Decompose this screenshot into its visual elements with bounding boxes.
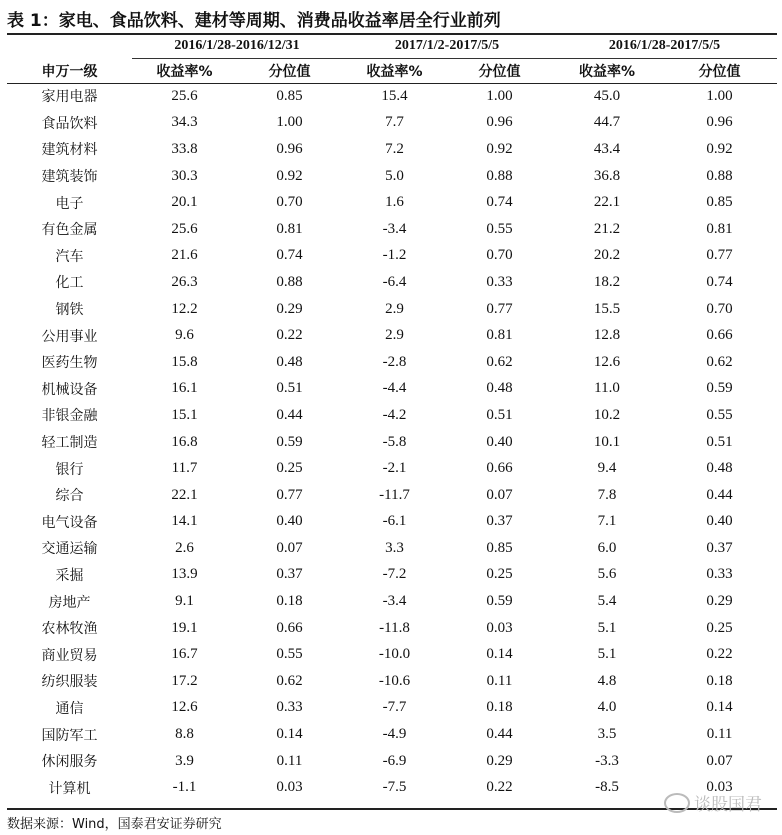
percentile-cell: 0.74 xyxy=(486,194,513,211)
industry-cell: 电气设备 xyxy=(41,514,98,531)
return-cell: -3.4 xyxy=(382,593,407,610)
return-cell: 18.2 xyxy=(593,273,621,290)
percentile-cell: 0.96 xyxy=(486,114,513,131)
percentile-cell: 0.37 xyxy=(706,539,733,556)
return-cell: 9.6 xyxy=(175,327,194,344)
return-cell: -10.6 xyxy=(378,672,411,689)
percentile-cell: 0.92 xyxy=(706,140,733,157)
return-cell: 15.4 xyxy=(381,87,408,104)
industry-cell: 机械设备 xyxy=(41,381,98,398)
percentile-cell: 0.85 xyxy=(276,87,303,104)
return-cell: 9.4 xyxy=(597,460,617,477)
return-cell: 25.6 xyxy=(171,220,198,237)
return-cell: 7.2 xyxy=(385,140,404,157)
return-cell: 9.1 xyxy=(175,593,194,610)
return-cell: 30.3 xyxy=(171,167,198,184)
return-cell: -2.1 xyxy=(382,460,407,477)
percentile-cell: 0.37 xyxy=(486,513,513,530)
period-header-2: 2017/1/2-2017/5/5 xyxy=(342,34,552,59)
percentile-cell: 0.96 xyxy=(276,140,303,157)
table-row xyxy=(7,136,777,163)
percentile-cell: 0.74 xyxy=(706,273,733,290)
return-cell: 4.8 xyxy=(597,672,617,689)
table-row xyxy=(7,615,777,642)
percentile-cell: 0.40 xyxy=(486,433,513,450)
return-cell: 8.8 xyxy=(175,726,194,743)
percentile-cell: 0.14 xyxy=(486,646,513,663)
header-rule xyxy=(7,83,777,84)
percentile-cell: 0.29 xyxy=(276,300,303,317)
percentile-cell: 0.03 xyxy=(276,779,303,796)
industry-cell: 非银金融 xyxy=(41,408,98,425)
return-cell: -5.8 xyxy=(382,433,407,450)
return-cell: -10.0 xyxy=(378,646,411,663)
period-header-1: 2016/1/28-2016/12/31 xyxy=(132,34,342,59)
percentile-cell: 0.14 xyxy=(706,699,733,716)
table-row xyxy=(7,163,777,190)
return-cell: 3.5 xyxy=(597,726,617,743)
return-cell: -1.2 xyxy=(382,247,407,264)
table-row xyxy=(7,668,777,695)
table-row xyxy=(7,562,777,589)
return-cell: 5.1 xyxy=(597,646,617,663)
percentile-cell: 0.77 xyxy=(706,247,733,264)
return-cell: 20.2 xyxy=(593,247,621,264)
table-row xyxy=(7,243,777,270)
return-cell: 11.7 xyxy=(171,460,198,477)
industry-cell: 食品饮料 xyxy=(41,115,98,132)
industry-cell: 采掘 xyxy=(55,567,84,584)
percentile-cell: 0.66 xyxy=(486,460,513,477)
bottom-rule xyxy=(7,808,777,810)
return-cell: 44.7 xyxy=(593,114,621,131)
percentile-cell: 0.11 xyxy=(706,726,733,743)
column-header-percentile-3: 分位值 xyxy=(698,64,741,80)
percentile-cell: 0.70 xyxy=(276,194,303,211)
return-cell: -4.2 xyxy=(382,406,407,423)
percentile-cell: 0.51 xyxy=(706,433,733,450)
percentile-cell: 0.11 xyxy=(486,672,513,689)
table-row xyxy=(7,588,777,615)
percentile-cell: 0.55 xyxy=(276,646,303,663)
percentile-cell: 1.00 xyxy=(276,114,303,131)
industry-cell: 建筑材料 xyxy=(41,142,98,159)
return-cell: 14.1 xyxy=(171,513,198,530)
percentile-cell: 0.07 xyxy=(706,752,733,769)
industry-cell: 家用电器 xyxy=(41,89,98,106)
return-cell: -6.4 xyxy=(382,273,407,290)
return-cell: 25.6 xyxy=(171,87,198,104)
percentile-cell: 0.44 xyxy=(276,406,303,423)
industry-cell: 电子 xyxy=(55,195,84,212)
return-cell: -6.9 xyxy=(382,752,407,769)
return-cell: 5.0 xyxy=(385,167,404,184)
table-row xyxy=(7,322,777,349)
percentile-cell: 0.22 xyxy=(486,779,513,796)
return-cell: 5.6 xyxy=(597,566,617,583)
percentile-cell: 0.03 xyxy=(486,619,513,636)
percentile-cell: 0.96 xyxy=(706,114,733,131)
table-row xyxy=(7,774,777,801)
industry-cell: 综合 xyxy=(55,488,84,505)
return-cell: -7.2 xyxy=(382,566,407,583)
table-row xyxy=(7,189,777,216)
returns-table xyxy=(7,34,777,801)
return-cell: -7.5 xyxy=(382,779,407,796)
data-source-note: 数据来源：Wind，国泰君安证券研究 xyxy=(7,817,222,832)
percentile-cell: 0.03 xyxy=(706,779,733,796)
return-cell: -2.8 xyxy=(382,353,407,370)
percentile-cell: 0.48 xyxy=(276,353,303,370)
percentile-cell: 0.88 xyxy=(276,273,303,290)
return-cell: 3.3 xyxy=(385,539,404,556)
return-cell: 16.7 xyxy=(171,646,198,663)
return-cell: 12.2 xyxy=(171,300,198,317)
column-header-row xyxy=(7,59,777,84)
return-cell: 5.1 xyxy=(597,619,617,636)
percentile-cell: 0.48 xyxy=(706,460,733,477)
column-header-return-3: 收益率% xyxy=(579,64,636,80)
industry-cell: 医药生物 xyxy=(41,355,98,372)
percentile-cell: 0.59 xyxy=(706,380,733,397)
return-cell: 5.4 xyxy=(597,593,617,610)
percentile-cell: 0.81 xyxy=(486,327,513,344)
table-row xyxy=(7,748,777,775)
table-row xyxy=(7,695,777,722)
percentile-cell: 0.25 xyxy=(486,566,513,583)
return-cell: -11.7 xyxy=(379,486,410,503)
return-cell: 15.1 xyxy=(171,406,198,423)
return-cell: 7.8 xyxy=(597,486,617,503)
return-cell: 2.9 xyxy=(385,300,404,317)
industry-cell: 纺织服装 xyxy=(41,674,98,691)
percentile-cell: 0.29 xyxy=(706,593,733,610)
percentile-cell: 0.11 xyxy=(276,752,303,769)
return-cell: 33.8 xyxy=(171,140,198,157)
industry-cell: 汽车 xyxy=(55,248,84,265)
percentile-cell: 0.48 xyxy=(486,380,513,397)
column-header-return-1: 收益率% xyxy=(156,64,213,80)
return-cell: 2.6 xyxy=(175,539,194,556)
percentile-cell: 0.40 xyxy=(706,513,733,530)
return-cell: 1.6 xyxy=(385,194,404,211)
percentile-cell: 0.18 xyxy=(276,593,303,610)
percentile-cell: 0.77 xyxy=(486,300,513,317)
percentile-cell: 0.33 xyxy=(276,699,303,716)
return-cell: 15.5 xyxy=(593,300,621,317)
percentile-cell: 0.51 xyxy=(276,380,303,397)
percentile-cell: 0.62 xyxy=(486,353,513,370)
period-header-3: 2016/1/28-2017/5/5 xyxy=(552,34,777,59)
percentile-cell: 0.66 xyxy=(706,327,733,344)
return-cell: -4.9 xyxy=(382,726,407,743)
industry-cell: 轻工制造 xyxy=(41,435,98,452)
industry-cell: 建筑装饰 xyxy=(41,169,98,186)
percentile-cell: 0.22 xyxy=(706,646,733,663)
period-header-row xyxy=(7,34,777,59)
industry-cell: 公用事业 xyxy=(41,328,98,345)
table-row xyxy=(7,376,777,403)
percentile-cell: 0.92 xyxy=(486,140,513,157)
return-cell: 11.0 xyxy=(594,380,620,397)
return-cell: 43.4 xyxy=(593,140,621,157)
table-row xyxy=(7,509,777,536)
percentile-cell: 1.00 xyxy=(486,87,513,104)
percentile-cell: 0.88 xyxy=(486,167,513,184)
industry-cell: 交通运输 xyxy=(41,541,98,558)
percentile-cell: 0.25 xyxy=(276,460,303,477)
industry-cell: 农林牧渔 xyxy=(41,621,98,638)
return-cell: 13.9 xyxy=(171,566,198,583)
percentile-cell: 0.81 xyxy=(706,220,733,237)
return-cell: 21.2 xyxy=(593,220,621,237)
table-row xyxy=(7,455,777,482)
percentile-cell: 0.25 xyxy=(706,619,733,636)
return-cell: 21.6 xyxy=(171,247,198,264)
return-cell: -1.1 xyxy=(172,779,197,796)
table-row xyxy=(7,482,777,509)
return-cell: 34.3 xyxy=(171,114,198,131)
return-cell: -4.4 xyxy=(382,380,407,397)
column-header-industry: 申万一级 xyxy=(41,63,98,80)
percentile-cell: 0.18 xyxy=(486,699,513,716)
percentile-cell: 0.62 xyxy=(276,672,303,689)
table-row xyxy=(7,83,777,110)
table-row xyxy=(7,110,777,137)
percentile-cell: 0.74 xyxy=(276,247,303,264)
table-row xyxy=(7,641,777,668)
percentile-cell: 0.44 xyxy=(706,486,733,503)
percentile-cell: 1.00 xyxy=(706,87,733,104)
return-cell: 26.3 xyxy=(171,273,198,290)
percentile-cell: 0.66 xyxy=(276,619,303,636)
industry-cell: 银行 xyxy=(55,461,84,478)
percentile-cell: 0.55 xyxy=(486,220,513,237)
industry-cell: 商业贸易 xyxy=(41,647,98,664)
industry-cell: 计算机 xyxy=(48,780,91,797)
return-cell: 22.1 xyxy=(593,194,621,211)
return-cell: 10.2 xyxy=(593,406,621,423)
return-cell: 36.8 xyxy=(593,167,621,184)
return-cell: 4.0 xyxy=(597,699,617,716)
percentile-cell: 0.18 xyxy=(706,672,733,689)
percentile-cell: 0.88 xyxy=(706,167,733,184)
return-cell: -7.7 xyxy=(382,699,407,716)
percentile-cell: 0.62 xyxy=(706,353,733,370)
percentile-cell: 0.29 xyxy=(486,752,513,769)
return-cell: -3.3 xyxy=(595,752,619,769)
return-cell: 15.8 xyxy=(171,353,198,370)
percentile-cell: 0.77 xyxy=(276,486,303,503)
industry-cell: 钢铁 xyxy=(55,302,84,319)
return-cell: 12.6 xyxy=(593,353,621,370)
table-row xyxy=(7,535,777,562)
percentile-cell: 0.59 xyxy=(276,433,303,450)
watermark xyxy=(664,790,762,815)
return-cell: 17.2 xyxy=(171,672,198,689)
return-cell: 16.8 xyxy=(171,433,198,450)
table-row xyxy=(7,269,777,296)
percentile-cell: 0.70 xyxy=(706,300,733,317)
industry-cell: 通信 xyxy=(55,700,84,717)
return-cell: -11.8 xyxy=(379,619,410,636)
percentile-cell: 0.55 xyxy=(706,406,733,423)
percentile-cell: 0.85 xyxy=(706,194,733,211)
percentile-cell: 0.07 xyxy=(486,486,513,503)
table-row xyxy=(7,296,777,323)
table-row xyxy=(7,349,777,376)
percentile-cell: 0.40 xyxy=(276,513,303,530)
industry-cell: 休闲服务 xyxy=(41,754,98,771)
percentile-cell: 0.81 xyxy=(276,220,303,237)
percentile-cell: 0.44 xyxy=(486,726,513,743)
percentile-cell: 0.33 xyxy=(706,566,733,583)
table-row xyxy=(7,216,777,243)
watermark-text: 谈股国君 xyxy=(694,795,762,815)
table-title: 表 1：家电、食品饮料、建材等周期、消费品收益率居全行业前列 xyxy=(7,11,501,31)
return-cell: 7.1 xyxy=(597,513,617,530)
percentile-cell: 0.37 xyxy=(276,566,303,583)
percentile-cell: 0.07 xyxy=(276,539,303,556)
column-header-percentile-2: 分位值 xyxy=(478,64,521,80)
percentile-cell: 0.51 xyxy=(486,406,513,423)
return-cell: -8.5 xyxy=(595,779,619,796)
return-cell: 3.9 xyxy=(175,752,194,769)
percentile-cell: 0.59 xyxy=(486,593,513,610)
percentile-cell: 0.92 xyxy=(276,167,303,184)
table-row xyxy=(7,402,777,429)
return-cell: 12.8 xyxy=(593,327,621,344)
return-cell: 7.7 xyxy=(385,114,404,131)
return-cell: 19.1 xyxy=(171,619,198,636)
return-cell: -6.1 xyxy=(382,513,407,530)
table-row xyxy=(7,429,777,456)
return-cell: 12.6 xyxy=(171,699,198,716)
return-cell: 6.0 xyxy=(597,539,617,556)
return-cell: -3.4 xyxy=(382,220,407,237)
percentile-cell: 0.22 xyxy=(276,327,303,344)
wechat-icon xyxy=(664,793,690,813)
percentile-cell: 0.70 xyxy=(486,247,513,264)
return-cell: 2.9 xyxy=(385,327,404,344)
percentile-cell: 0.85 xyxy=(486,539,513,556)
period-header-blank xyxy=(7,34,132,59)
table-row xyxy=(7,721,777,748)
percentile-cell: 0.14 xyxy=(276,726,303,743)
industry-cell: 国防军工 xyxy=(41,727,98,744)
industry-cell: 房地产 xyxy=(48,594,91,611)
return-cell: 20.1 xyxy=(171,194,198,211)
return-cell: 22.1 xyxy=(171,486,198,503)
return-cell: 45.0 xyxy=(593,87,621,104)
return-cell: 16.1 xyxy=(171,380,198,397)
industry-cell: 化工 xyxy=(55,275,84,292)
column-header-percentile-1: 分位值 xyxy=(268,64,311,80)
industry-cell: 有色金属 xyxy=(41,222,98,239)
column-header-return-2: 收益率% xyxy=(366,64,423,80)
return-cell: 10.1 xyxy=(593,433,621,450)
percentile-cell: 0.33 xyxy=(486,273,513,290)
